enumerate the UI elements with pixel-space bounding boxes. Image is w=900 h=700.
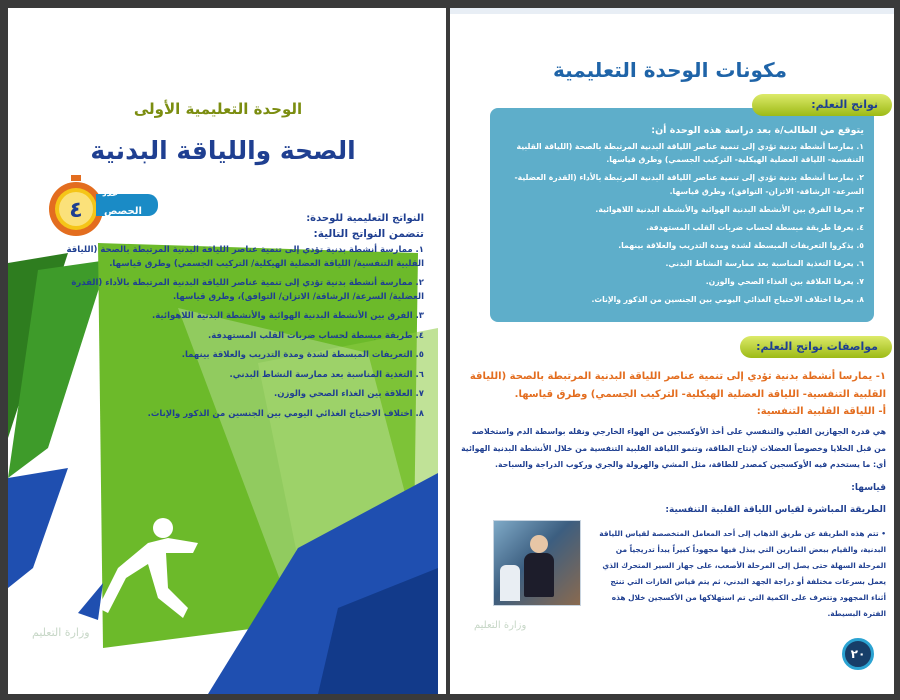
unit-outcomes-block (44, 212, 424, 427)
blue-strip-left (8, 468, 68, 588)
spec-heading: ١- يمارسا أنشطة بدنية تؤدي إلى تنمية عناصر اللياقة البدنية المرتبطة بالصحة (اللياقة القلبية التنفسية- اللياقة العضلية الهيكلية- التركيب الجسمي) وطرق قياسها. (469, 371, 886, 400)
top-strip (450, 8, 894, 14)
runner-head (530, 535, 548, 553)
treadmill-test-photo (493, 520, 581, 606)
periods-count-label: عدد (102, 189, 118, 199)
outcome-item: ٧. العلاقة بين الغذاء الصحي والوزن. (274, 389, 424, 399)
lab-coat-figure (500, 565, 520, 601)
outcomes-heading: النواتج التعليمية للوحدة: (306, 213, 424, 224)
learning-outcomes-box (490, 108, 874, 322)
direct-method-heading: الطريقة المباشرة لقياس اللياقة القلبية التنفسية: (665, 504, 886, 515)
learning-outcome-item: ٥. يذكروا التعريفات المبسطة لشدة ومدة التدريب والعلاقة بينهما. (618, 240, 864, 250)
ministry-watermark: وزارة التعليم (32, 626, 90, 639)
measure-heading: قياسها: (851, 482, 886, 493)
learning-outcomes-list (500, 140, 864, 307)
learning-outcome-item: ٢. يمارسا أنشطة بدنية تؤدي إلى تنمية عناصر اللياقة البدنية المرتبطة بالأداء (القدرة العضلية- السرعة- الرشاقة- الاتزان- التوافق)، وطرق قياسها. (514, 173, 864, 196)
learning-outcome-item: ٤. يعرفا طريقة مبسطة لحساب ضربات القلب المستهدفة. (646, 222, 864, 232)
direct-method-text: • تتم هذه الطريقة عن طريق الذهاب إلى أحد المعامل المتخصصة لقياس اللياقة البدنية، والقيام ببعض التمارين التي يبذل فيها مجهوداً كبيراً يبدأ تدريجياً من المرحلة السهلة حتى يصل إلى المرحلة الأصعب، على جهاز السير المتحرك الذي يعمل بسرعات مختلفة أو دراجة الجهد البدني، ثم يتم قياس الغازات التي تنتج أثناء المجهود وتتعرف على الكمية التي تم استهلاكها من الأكسجين خلال هذه الفترة البسيطة. (599, 529, 886, 618)
learning-outcome-item: ٨. يعرفا اختلاف الاحتياج الغذائي اليومي بين الجنسين من الذكور والإناث. (591, 294, 864, 304)
ministry-watermark: وزارة التعليم (474, 620, 527, 631)
unit-subtitle: الوحدة التعليمية الأولى (133, 100, 303, 118)
outcomes-intro: يتوقع من الطالب/ة بعد دراسة هذه الوحدة أن: (651, 125, 864, 136)
learning-outcome-item: ٦. يعرفا التغذية المناسبة بعد ممارسة النشاط البدني. (665, 258, 864, 268)
page-number: ٢٠ (842, 638, 874, 670)
outcome-item: ٢. ممارسة أنشطة بدنية تؤدي إلى تنمية عناصر اللياقة البدنية المرتبطة بالأداء (القدرة العضلية/ السرعة/ الرشاقة/ الاتزان/ التوافق)، وطرق قياسها. (71, 278, 424, 302)
outcome-item: ٨. اختلاف الاحتياج الغذائي اليومي بين الجنسين من الذكور والإناث. (147, 408, 424, 419)
page-title: مكونات الوحدة التعليمية (552, 58, 788, 82)
periods-number: ٤ (69, 198, 83, 223)
outcomes-intro: تتضمن النواتج التالية: (313, 227, 424, 240)
runner-body (524, 553, 554, 597)
periods-label: الحصص (104, 206, 142, 217)
outcome-item: ٣. الفرق بين الأنشطة البدنية الهوائية والأنشطة البدنية اللاهوائية. (152, 311, 424, 321)
learning-outcome-item: ٧. يعرفا العلاقة بين الغذاء الصحي والوزن. (705, 276, 864, 286)
spec-subheading: أ- اللياقة القلبية التنفسية: (756, 406, 886, 417)
outcomes-pill: نواتج التعلم: (752, 94, 892, 116)
specs-pill: مواصفات نواتج التعلم: (740, 336, 892, 358)
definition-paragraph: هي قدرة الجهازين القلبي والتنفسي على أخذ الأوكسجين من الهواء الخارجي ونقله بواسطة الدم واستخلاصه من قبل الخلايا وخصوصاً العضلات لإنتاج الطاقة، وتنمو اللياقة القلبية التنفسية من خلال الأنشطة البدنية الهوائية أي: ما يستخدم فيه الأوكسجين كمصدر للطاقة، مثل المشي والهرولة والجري وركوب الدراجة والسباحة. (461, 427, 886, 469)
left-page (8, 8, 446, 694)
right-page (450, 8, 894, 694)
outcome-item: ١. ممارسة أنشطة بدنية تؤدي إلى تنمية عناصر اللياقة البدنية المرتبطة بالصحة (اللياقة القلبية التنفسية/ اللياقة العضلية الهيكلية/ التركيب الجسمي) وطرق قياسها. (66, 245, 424, 269)
outcome-item: ٦. التغذية المناسبة بعد ممارسة النشاط البدني. (229, 369, 424, 380)
learning-outcome-item: ٣. يعرفا الفرق بين الأنشطة البدنية الهوائية والأنشطة البدنية اللاهوائية. (595, 204, 864, 214)
outcomes-list (44, 244, 424, 421)
specs-block (458, 368, 886, 518)
unit-title: الصحة واللياقة البدنية (90, 136, 356, 165)
outcome-item: ٥. التعريفات المبسطة لشدة ومدة التدريب والعلاقة بينهما. (181, 350, 424, 360)
outcome-item: ٤. طريقة مبسطة لحساب ضربات القلب المستهدفة. (208, 330, 424, 341)
learning-outcome-item: ١. يمارسا أنشطة بدنية تؤدي إلى تنمية عناصر اللياقة البدنية المرتبطة بالصحة (اللياقة القلبية التنفسية- اللياقة العضلية الهيكلية- التركيب الجسمي) وطرق قياسها. (516, 141, 864, 164)
